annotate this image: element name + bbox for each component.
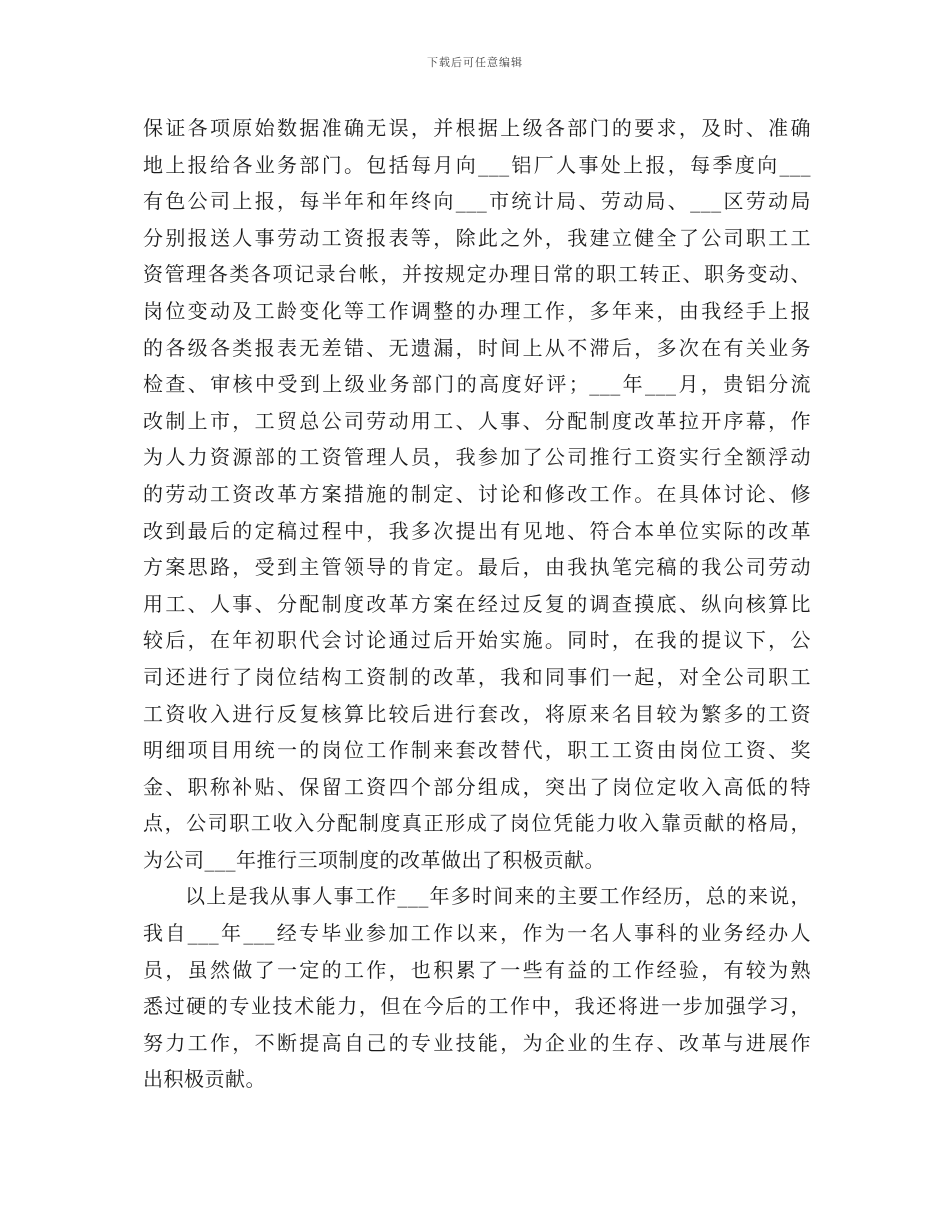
paragraph — [143, 110, 811, 878]
document-body — [143, 110, 811, 1098]
paragraph-line: 为公司___年推行三项制度的改革做出了积极贡献。 — [143, 847, 605, 872]
paragraph-line: 岗位变动及工龄变化等工作调整的办理工作，多年来，由我经手上报 — [143, 298, 811, 323]
paragraph-line: 以上是我从事人事工作___年多时间来的主要工作经历，总的来说， — [185, 884, 811, 909]
paragraph-line: 用工、人事、分配制度改革方案在经过反复的调查摸底、纵向核算比 — [143, 591, 811, 616]
paragraph-line: 司还进行了岗位结构工资制的改革，我和同事们一起，对全公司职工 — [143, 664, 811, 689]
paragraph-line: 工资收入进行反复核算比较后进行套改，将原来名目较为繁多的工资 — [143, 701, 811, 726]
paragraph-line: 为人力资源部的工资管理人员，我参加了公司推行工资实行全额浮动 — [143, 445, 811, 470]
paragraph-line: 点，公司职工收入分配制度真正形成了岗位凭能力收入靠贡献的格局， — [143, 811, 811, 836]
paragraph-line: 方案思路，受到主管领导的肯定。最后，由我执笔完稿的我公司劳动 — [143, 555, 811, 580]
paragraph-line: 改到最后的定稿过程中，我多次提出有见地、符合本单位实际的改革 — [143, 518, 811, 543]
paragraph-line: 的各级各类报表无差错、无遗漏，时间上从不滞后，多次在有关业务 — [143, 335, 811, 360]
paragraph-line: 较后，在年初职代会讨论通过后开始实施。同时，在我的提议下，公 — [143, 628, 811, 653]
paragraph-line: 出积极贡献。 — [143, 1067, 266, 1092]
paragraph-line: 的劳动工资改革方案措施的制定、讨论和修改工作。在具体讨论、修 — [143, 481, 811, 506]
paragraph-line: 我自___年___经专毕业参加工作以来，作为一名人事科的业务经办人 — [143, 921, 811, 946]
paragraph-line: 分别报送人事劳动工资报表等，除此之外，我建立健全了公司职工工 — [143, 225, 811, 250]
paragraph-line: 检查、审核中受到上级业务部门的高度好评；___年___月，贵铝分流 — [143, 372, 811, 397]
paragraph-line: 地上报给各业务部门。包括每月向___铝厂人事处上报，每季度向___ — [143, 152, 811, 177]
paragraph-line: 金、职称补贴、保留工资四个部分组成，突出了岗位定收入高低的特 — [143, 774, 811, 799]
paragraph-line: 有色公司上报，每半年和年终向___市统计局、劳动局、___区劳动局 — [143, 189, 811, 214]
paragraph-line: 明细项目用统一的岗位工作制来套改替代，职工工资由岗位工资、奖 — [143, 738, 811, 763]
paragraph-line: 员，虽然做了一定的工作，也积累了一些有益的工作经验，有较为熟 — [143, 957, 811, 982]
paragraph-line: 资管理各类各项记录台帐，并按规定办理日常的职工转正、职务变动、 — [143, 262, 811, 287]
paragraph-line: 悉过硬的专业技术能力，但在今后的工作中，我还将进一步加强学习， — [143, 994, 811, 1019]
paragraph-line: 保证各项原始数据准确无误，并根据上级各部门的要求，及时、准确 — [143, 116, 811, 140]
paragraph-line: 改制上市，工贸总公司劳动用工、人事、分配制度改革拉开序幕，作 — [143, 408, 811, 433]
page-header: 下载后可任意编辑 — [427, 56, 523, 69]
paragraph — [143, 878, 811, 1098]
paragraph-line: 努力工作，不断提高自己的专业技能，为企业的生存、改革与进展作 — [143, 1030, 811, 1055]
